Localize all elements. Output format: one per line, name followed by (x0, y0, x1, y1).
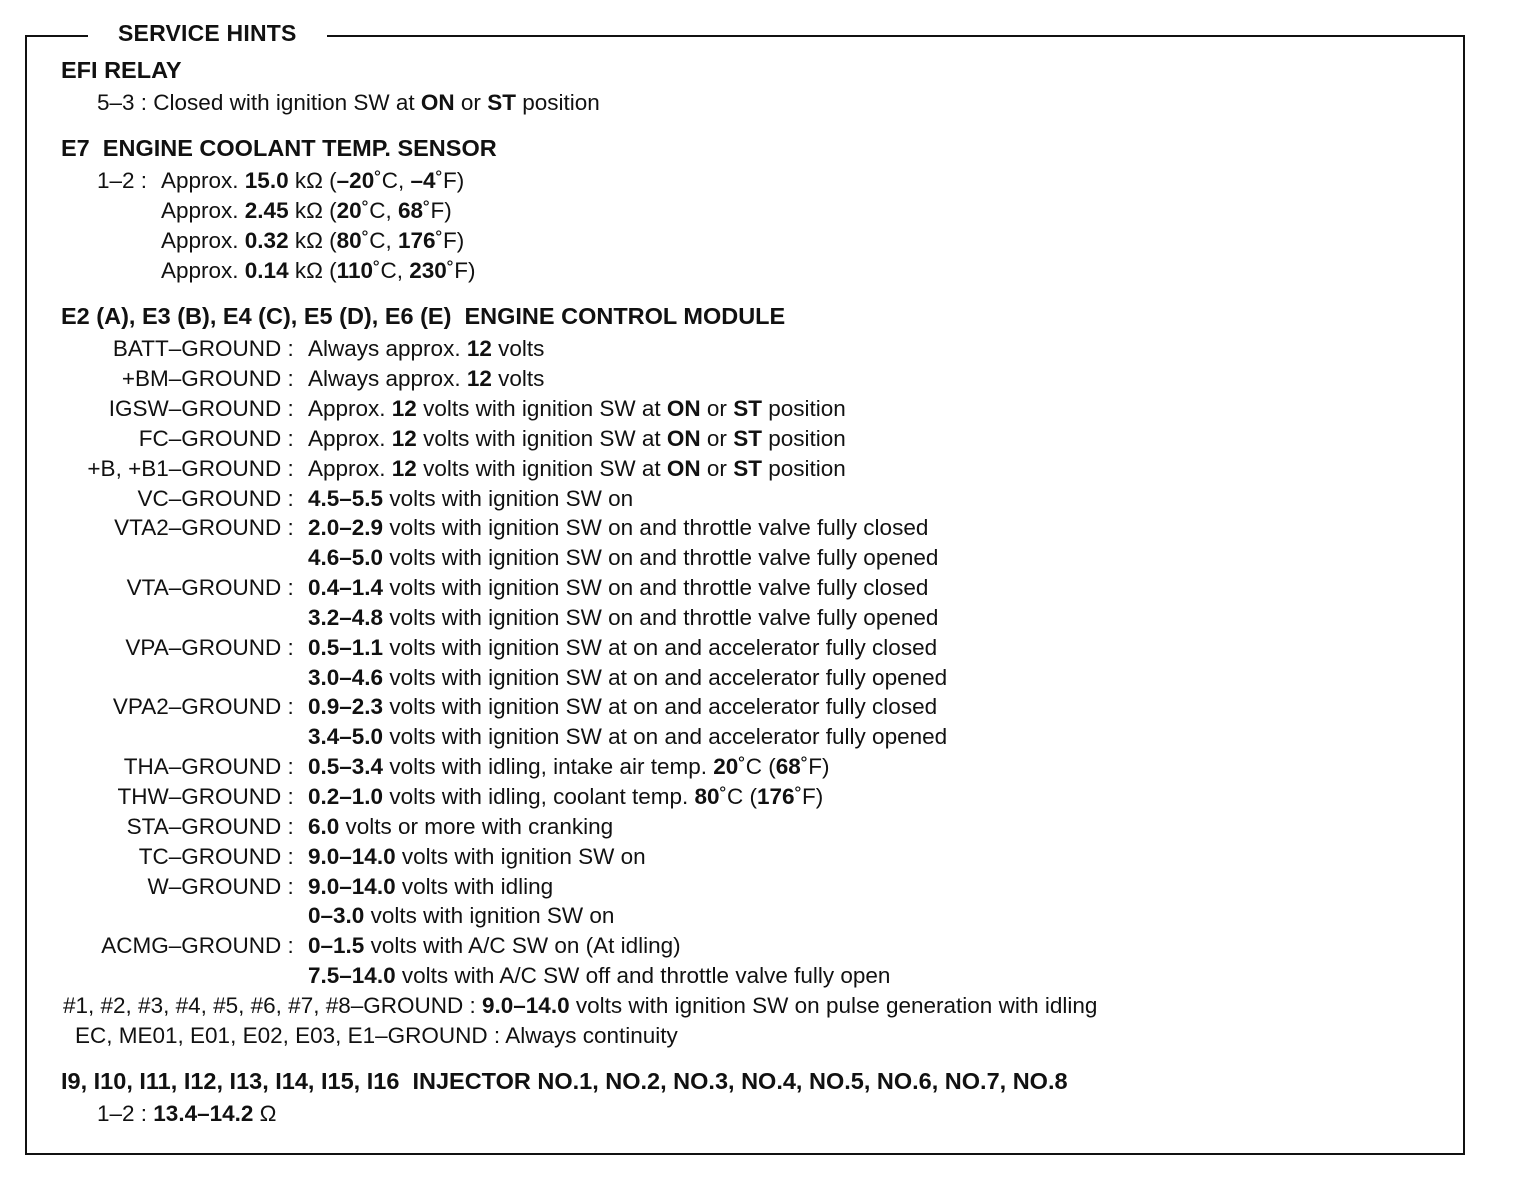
ecm-terminal-label: +BM–GROUND : (121, 366, 300, 391)
ecm-terminal-label: VTA–GROUND : (126, 575, 300, 600)
ecm-spec: Approx. 12 volts with ignition SW at ON or ST position (308, 456, 846, 481)
efi-relay-spec: 5–3 : Closed with ignition SW at ON or ST position (97, 90, 600, 115)
ecm-terminal-label: TC–GROUND : (138, 844, 300, 869)
ecm-spec: 7.5–14.0 volts with A/C SW off and throttle valve fully open (308, 963, 891, 988)
ecm-spec: 3.4–5.0 volts with ignition SW at on and accelerator fully opened (308, 724, 948, 749)
ecm-terminal-label: THW–GROUND : (117, 784, 300, 809)
ecm-terminal-label: VPA–GROUND : (125, 635, 300, 660)
ecm-spec: Always approx. 12 volts (308, 336, 545, 361)
e7-spec-line: Approx. 0.32 kΩ (80˚C, 176˚F) (161, 228, 465, 253)
ecm-spec: Approx. 12 volts with ignition SW at ON or ST position (308, 396, 846, 421)
ecm-spec: 0.5–3.4 volts with idling, intake air temp. 20˚C (68˚F) (308, 754, 830, 779)
ecm-spec: 9.0–14.0 volts with idling (308, 874, 554, 899)
ecm-spec: 4.5–5.5 volts with ignition SW on (308, 486, 634, 511)
e7-spec-line: Approx. 2.45 kΩ (20˚C, 68˚F) (161, 198, 452, 223)
e7-spec-line: Approx. 15.0 kΩ (–20˚C, –4˚F) (161, 168, 465, 193)
ecm-terminal-label: STA–GROUND : (126, 814, 300, 839)
ecm-spec: 0.4–1.4 volts with ignition SW on and throttle valve fully closed (308, 575, 929, 600)
ecm-spec: 3.0–4.6 volts with ignition SW at on and accelerator fully opened (308, 665, 948, 690)
ecm-terminal-label: FC–GROUND : (138, 426, 300, 451)
efi-relay-heading: EFI RELAY (61, 57, 182, 83)
ecm-terminal-label: THA–GROUND : (123, 754, 300, 779)
ecm-terminal-label: +B, +B1–GROUND : (87, 456, 300, 481)
ecm-terminal-label: BATT–GROUND : (112, 336, 300, 361)
ecm-terminal-label: VC–GROUND : (137, 486, 300, 511)
injector-heading: I9, I10, I11, I12, I13, I14, I15, I16 INJECTOR NO.1, NO.2, NO.3, NO.4, NO.5, NO.6, NO.7, NO.8 (61, 1068, 1068, 1094)
ecm-spec: 6.0 volts or more with cranking (308, 814, 614, 839)
ground-continuity-spec: EC, ME01, E01, E02, E03, E1–GROUND : Always continuity (75, 1023, 678, 1048)
ecm-terminal-label: W–GROUND : (147, 874, 300, 899)
ecm-terminal-label: VTA2–GROUND : (114, 515, 300, 540)
ecm-terminal-label: ACMG–GROUND : (101, 933, 300, 958)
injector-ground-spec: #1, #2, #3, #4, #5, #6, #7, #8–GROUND : 9.0–14.0 volts with ignition SW on pulse generation with idling (63, 993, 1098, 1018)
e7-spec-line: Approx. 0.14 kΩ (110˚C, 230˚F) (161, 258, 476, 283)
e7-heading: E7 ENGINE COOLANT TEMP. SENSOR (61, 135, 497, 161)
ecm-heading: E2 (A), E3 (B), E4 (C), E5 (D), E6 (E) ENGINE CONTROL MODULE (61, 303, 786, 329)
ecm-spec: 9.0–14.0 volts with ignition SW on (308, 844, 646, 869)
ecm-spec: 0.5–1.1 volts with ignition SW at on and accelerator fully closed (308, 635, 938, 660)
ecm-spec: 3.2–4.8 volts with ignition SW on and throttle valve fully opened (308, 605, 939, 630)
injector-spec: 1–2 : 13.4–14.2 Ω (97, 1101, 277, 1126)
ecm-terminal-label: IGSW–GROUND : (108, 396, 300, 421)
ecm-spec: 0.2–1.0 volts with idling, coolant temp. 80˚C (176˚F) (308, 784, 824, 809)
ecm-terminal-label: VPA2–GROUND : (112, 694, 300, 719)
ecm-spec: 0–3.0 volts with ignition SW on (308, 903, 615, 928)
ecm-spec: 2.0–2.9 volts with ignition SW on and throttle valve fully closed (308, 515, 929, 540)
section-title: SERVICE HINTS (88, 18, 327, 48)
ecm-spec: Always approx. 12 volts (308, 366, 545, 391)
ecm-spec: 0–1.5 volts with A/C SW on (At idling) (308, 933, 681, 958)
ecm-spec: 4.6–5.0 volts with ignition SW on and throttle valve fully opened (308, 545, 939, 570)
ecm-spec: 0.9–2.3 volts with ignition SW at on and accelerator fully closed (308, 694, 938, 719)
e7-terminal: 1–2 : (97, 168, 154, 193)
ecm-spec: Approx. 12 volts with ignition SW at ON or ST position (308, 426, 846, 451)
